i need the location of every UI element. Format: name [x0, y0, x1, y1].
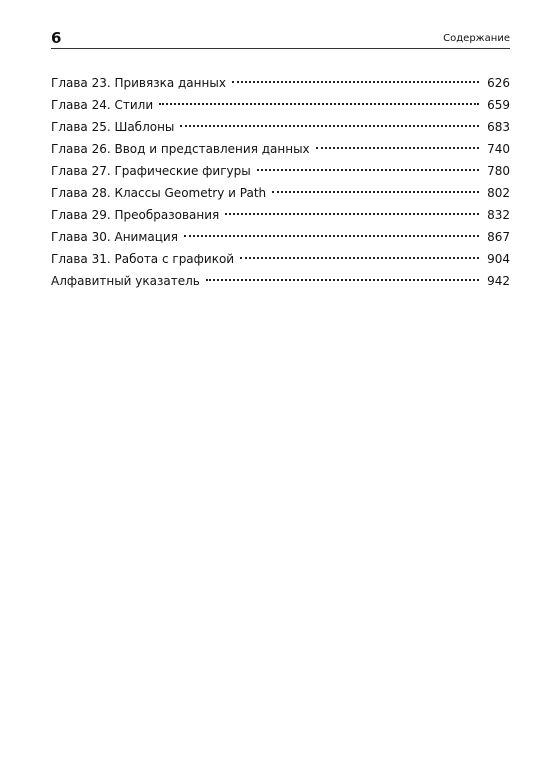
dot-leader [159, 103, 479, 105]
toc-entry-title: Глава 28. Классы Geometry и Path [51, 186, 267, 200]
toc-entry-page: 832 [487, 208, 510, 222]
toc-entry-page: 659 [487, 98, 510, 112]
toc-entry-chapter-30[interactable] [51, 226, 510, 248]
toc-entry-page: 740 [487, 142, 510, 156]
toc-entry-page: 942 [487, 274, 510, 288]
dot-leader [225, 213, 479, 215]
toc-entry-page: 802 [487, 186, 510, 200]
toc-entry-chapter-25[interactable] [51, 116, 510, 138]
toc-entry-chapter-27[interactable] [51, 160, 510, 182]
dot-leader [272, 191, 479, 193]
toc-entry-title: Глава 29. Преобразования [51, 208, 220, 222]
toc-entry-chapter-24[interactable] [51, 94, 510, 116]
dot-leader [316, 147, 479, 149]
toc-entry-title: Глава 27. Графические фигуры [51, 164, 251, 178]
toc-entry-chapter-31[interactable] [51, 248, 510, 270]
page-number: 6 [51, 29, 62, 47]
dot-leader [232, 81, 479, 83]
page-header [51, 28, 510, 48]
dot-leader [180, 125, 479, 127]
dot-leader [184, 235, 479, 237]
toc-entry-title: Глава 26. Ввод и представления данных [51, 142, 310, 156]
toc-entry-page: 867 [487, 230, 510, 244]
table-of-contents [51, 72, 510, 292]
dot-leader [257, 169, 479, 171]
toc-entry-title: Глава 23. Привязка данных [51, 76, 226, 90]
running-head: Содержание [443, 33, 510, 44]
toc-entry-chapter-28[interactable] [51, 182, 510, 204]
dot-leader [206, 279, 479, 281]
header-rule [51, 48, 510, 49]
toc-entry-page: 780 [487, 164, 510, 178]
toc-entry-title: Глава 31. Работа с графикой [51, 252, 235, 266]
toc-entry-chapter-23[interactable] [51, 72, 510, 94]
toc-entry-chapter-29[interactable] [51, 204, 510, 226]
toc-entry-title: Глава 24. Стили [51, 98, 154, 112]
toc-entry-index[interactable] [51, 270, 510, 292]
toc-entry-chapter-26[interactable] [51, 138, 510, 160]
toc-entry-title: Глава 25. Шаблоны [51, 120, 175, 134]
toc-entry-page: 904 [487, 252, 510, 266]
toc-entry-title: Глава 30. Анимация [51, 230, 178, 244]
dot-leader [240, 257, 479, 259]
toc-entry-page: 683 [487, 120, 510, 134]
toc-entry-page: 626 [487, 76, 510, 90]
toc-entry-title: Алфавитный указатель [51, 274, 200, 288]
